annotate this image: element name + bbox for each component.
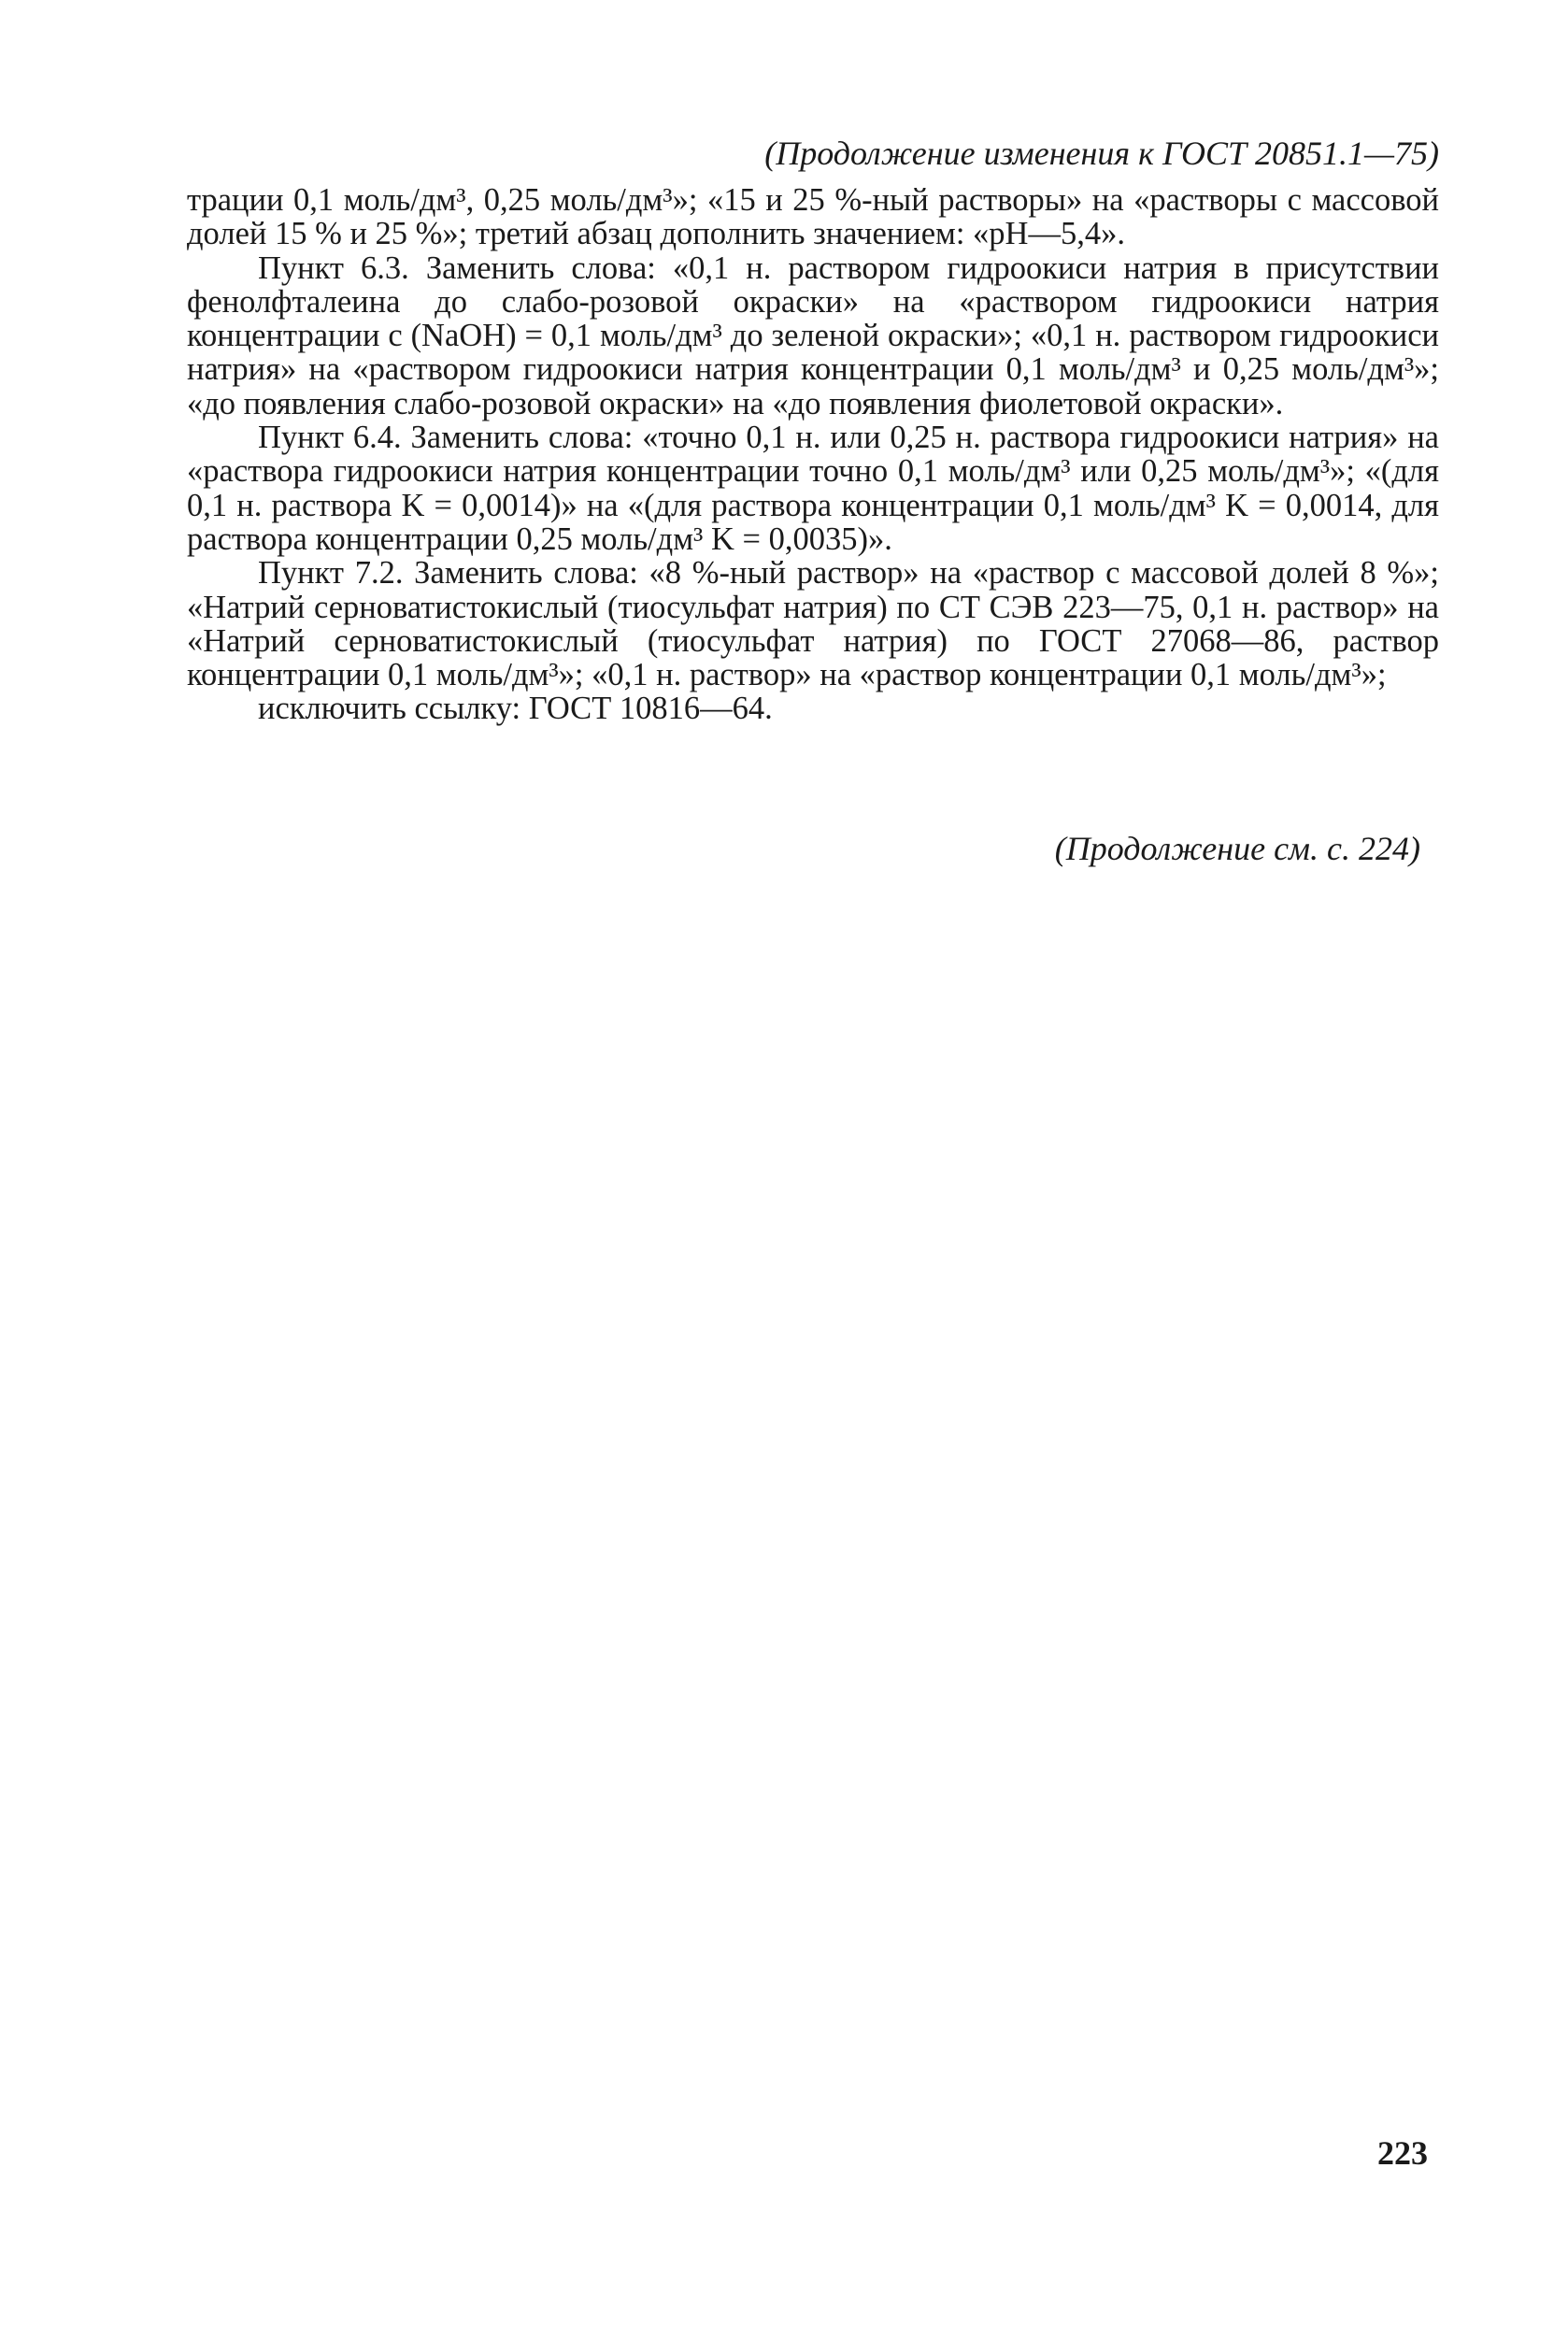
continuation-note: (Продолжение см. с. 224) [1054,830,1420,867]
paragraph-exclude-reference: исключить ссылку: ГОСТ 10816—64. [258,691,773,727]
paragraph-item-7-2: Пункт 7.2. Заменить слова: «8 %-ный раствор» на «раствор с массовой долей 8 %»; «Натрий серноватистокислый (тиосульфат натрия) по СТ СЭВ 223—75, 0,1 н. раствор» на «Натрий серноватистокислый (тиосульфат натрия) по ГОСТ 27068—86, раствор концентрации 0,1 моль/дм³»; «0,1 н. раствор» на «раствор концентрации 0,1 моль/дм³»; [187,555,1439,693]
paragraph-item-6-3: Пункт 6.3. Заменить слова: «0,1 н. раствором гидроокиси натрия в присутствии фенолфталеина до слабо-розовой окраски» на «раствором гидроокиси натрия концентрации c (NaOH) = 0,1 моль/дм³ до зеленой окраски»; «0,1 н. раствором гидроокиси натрия» на «раствором гидроокиси натрия концентрации 0,1 моль/дм³ и 0,25 моль/дм³»; «до появления слабо-розовой окраски» на «до появления фиолетовой окраски». [187,250,1439,421]
body-text [187,183,1439,726]
page-number: 223 [1377,2134,1428,2172]
paragraph-item-6-4: Пункт 6.4. Заменить слова: «точно 0,1 н. или 0,25 н. раствора гидроокиси натрия» на «раствора гидроокиси натрия концентрации точно 0,1 моль/дм³ или 0,25 моль/дм³»; «(для 0,1 н. раствора K = 0,0014)» на «(для раствора концентрации 0,1 моль/дм³ K = 0,0014, для раствора концентрации 0,25 моль/дм³ K = 0,0035)». [187,420,1439,557]
paragraph-continuation: трации 0,1 моль/дм³, 0,25 моль/дм³»; «15 и 25 %-ный растворы» на «растворы с массовой долей 15 % и 25 %»; третий абзац дополнить значением: «рН—5,4». [187,182,1439,252]
running-header: (Продолжение изменения к ГОСТ 20851.1—75) [764,135,1439,172]
